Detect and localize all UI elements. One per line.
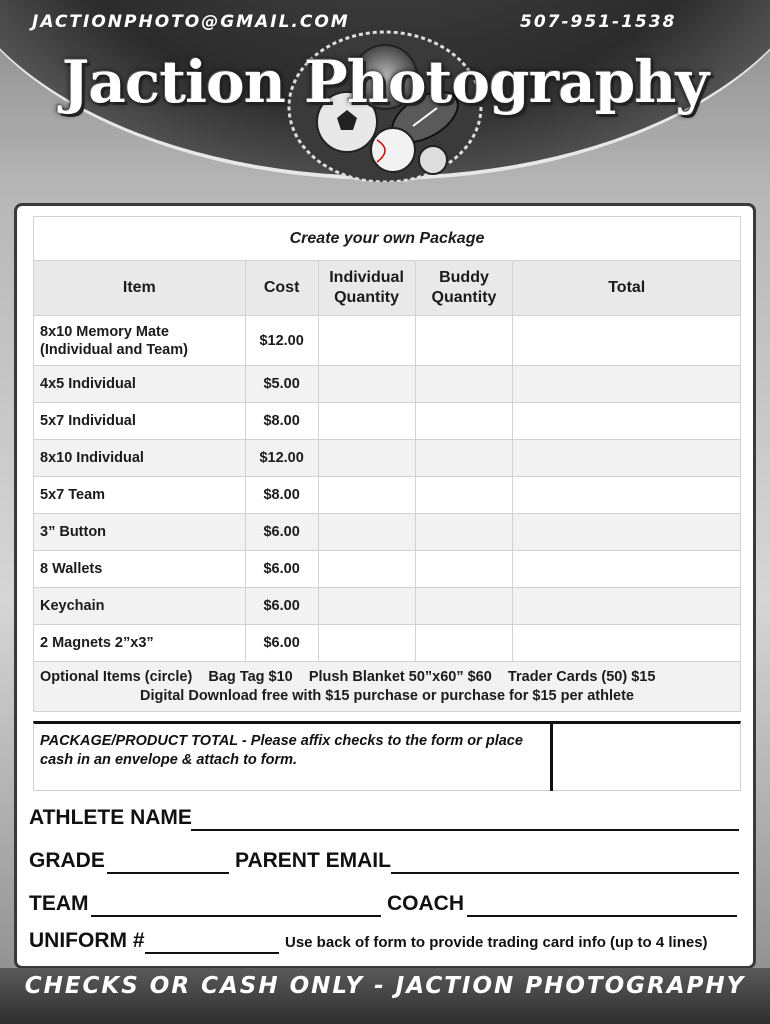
column-header: Cost [245, 261, 318, 316]
cost-cell: $12.00 [245, 316, 318, 366]
parent-email-label: PARENT EMAIL [235, 849, 391, 872]
table-row [34, 477, 741, 514]
package-total-field[interactable] [554, 724, 740, 791]
grade-field[interactable] [107, 872, 229, 874]
individual-quantity-field[interactable] [318, 316, 415, 366]
divider [550, 724, 553, 791]
table-row [34, 551, 741, 588]
cost-cell: $8.00 [245, 403, 318, 440]
optional-items[interactable] [34, 662, 741, 712]
coach-label: COACH [387, 892, 464, 915]
total-field[interactable] [513, 316, 741, 366]
buddy-quantity-field[interactable] [415, 625, 513, 662]
package-total-label: PACKAGE/PRODUCT TOTAL - Please affix checks to the form or place cash in an envelope & attach to form. [40, 733, 523, 768]
athlete-name-field[interactable] [191, 829, 739, 831]
total-field[interactable] [513, 403, 741, 440]
contact-email: JACTIONPHOTO@GMAIL.COM [32, 12, 350, 32]
table-row [34, 316, 741, 366]
buddy-quantity-field[interactable] [415, 403, 513, 440]
athlete-name-row [29, 804, 741, 834]
trading-card-note: Use back of form to provide trading card info (up to 4 lines) [285, 934, 708, 951]
cost-cell: $6.00 [245, 514, 318, 551]
item-cell: 5x7 Team [34, 477, 246, 514]
uniform-label: UNIFORM # [29, 929, 145, 952]
buddy-quantity-field[interactable] [415, 316, 513, 366]
table-row [34, 588, 741, 625]
item-cell: 8x10 Memory Mate (Individual and Team) [34, 316, 246, 366]
footer-banner [0, 968, 770, 1024]
header [0, 0, 770, 200]
individual-quantity-field[interactable] [318, 625, 415, 662]
item-cell: 2 Magnets 2”x3” [34, 625, 246, 662]
column-header: Item [34, 261, 246, 316]
table-row [34, 440, 741, 477]
team-label: TEAM [29, 892, 89, 915]
total-field[interactable] [513, 366, 741, 403]
table-row [34, 514, 741, 551]
buddy-quantity-field[interactable] [415, 440, 513, 477]
total-field[interactable] [513, 440, 741, 477]
item-cell: 4x5 Individual [34, 366, 246, 403]
individual-quantity-field[interactable] [318, 588, 415, 625]
coach-field[interactable] [467, 915, 737, 917]
cost-cell: $5.00 [245, 366, 318, 403]
item-cell: 3” Button [34, 514, 246, 551]
contact-phone: 507-951-1538 [520, 12, 677, 32]
brand-title: Jaction Photography [61, 48, 709, 116]
optional-items-line: Optional Items (circle) Bag Tag $10 Plush Blanket 50”x60” $60 Trader Cards (50) $15 [40, 668, 656, 685]
column-header: Buddy Quantity [415, 261, 513, 316]
individual-quantity-field[interactable] [318, 551, 415, 588]
total-field[interactable] [513, 588, 741, 625]
cost-cell: $6.00 [245, 551, 318, 588]
buddy-quantity-field[interactable] [415, 514, 513, 551]
cost-cell: $12.00 [245, 440, 318, 477]
total-field[interactable] [513, 625, 741, 662]
individual-quantity-field[interactable] [318, 514, 415, 551]
buddy-quantity-field[interactable] [415, 588, 513, 625]
item-cell: Keychain [34, 588, 246, 625]
package-title: Create your own Package [34, 217, 741, 261]
total-field[interactable] [513, 551, 741, 588]
individual-quantity-field[interactable] [318, 477, 415, 514]
grade-label: GRADE [29, 849, 105, 872]
cost-cell: $6.00 [245, 588, 318, 625]
column-header: Individual Quantity [318, 261, 415, 316]
footer-text: CHECKS OR CASH ONLY - JACTION PHOTOGRAPHY [24, 973, 746, 999]
item-cell: 5x7 Individual [34, 403, 246, 440]
team-field[interactable] [91, 915, 381, 917]
item-cell: 8x10 Individual [34, 440, 246, 477]
table-row [34, 625, 741, 662]
package-total-box [33, 721, 741, 791]
uniform-field[interactable] [145, 952, 279, 954]
table-row [34, 366, 741, 403]
cost-cell: $6.00 [245, 625, 318, 662]
buddy-quantity-field[interactable] [415, 366, 513, 403]
parent-email-field[interactable] [391, 872, 739, 874]
individual-quantity-field[interactable] [318, 366, 415, 403]
athlete-name-label: ATHLETE NAME [29, 806, 192, 829]
uniform-row [29, 927, 741, 957]
grade-email-row [29, 847, 741, 877]
team-coach-row [29, 890, 741, 920]
individual-quantity-field[interactable] [318, 403, 415, 440]
column-header: Total [513, 261, 741, 316]
cost-cell: $8.00 [245, 477, 318, 514]
individual-quantity-field[interactable] [318, 440, 415, 477]
total-field[interactable] [513, 514, 741, 551]
buddy-quantity-field[interactable] [415, 477, 513, 514]
buddy-quantity-field[interactable] [415, 551, 513, 588]
package-table [33, 216, 741, 712]
digital-download-note: Digital Download free with $15 purchase or purchase for $15 per athlete [140, 687, 634, 704]
item-cell: 8 Wallets [34, 551, 246, 588]
order-card [14, 203, 756, 969]
total-field[interactable] [513, 477, 741, 514]
table-row [34, 403, 741, 440]
